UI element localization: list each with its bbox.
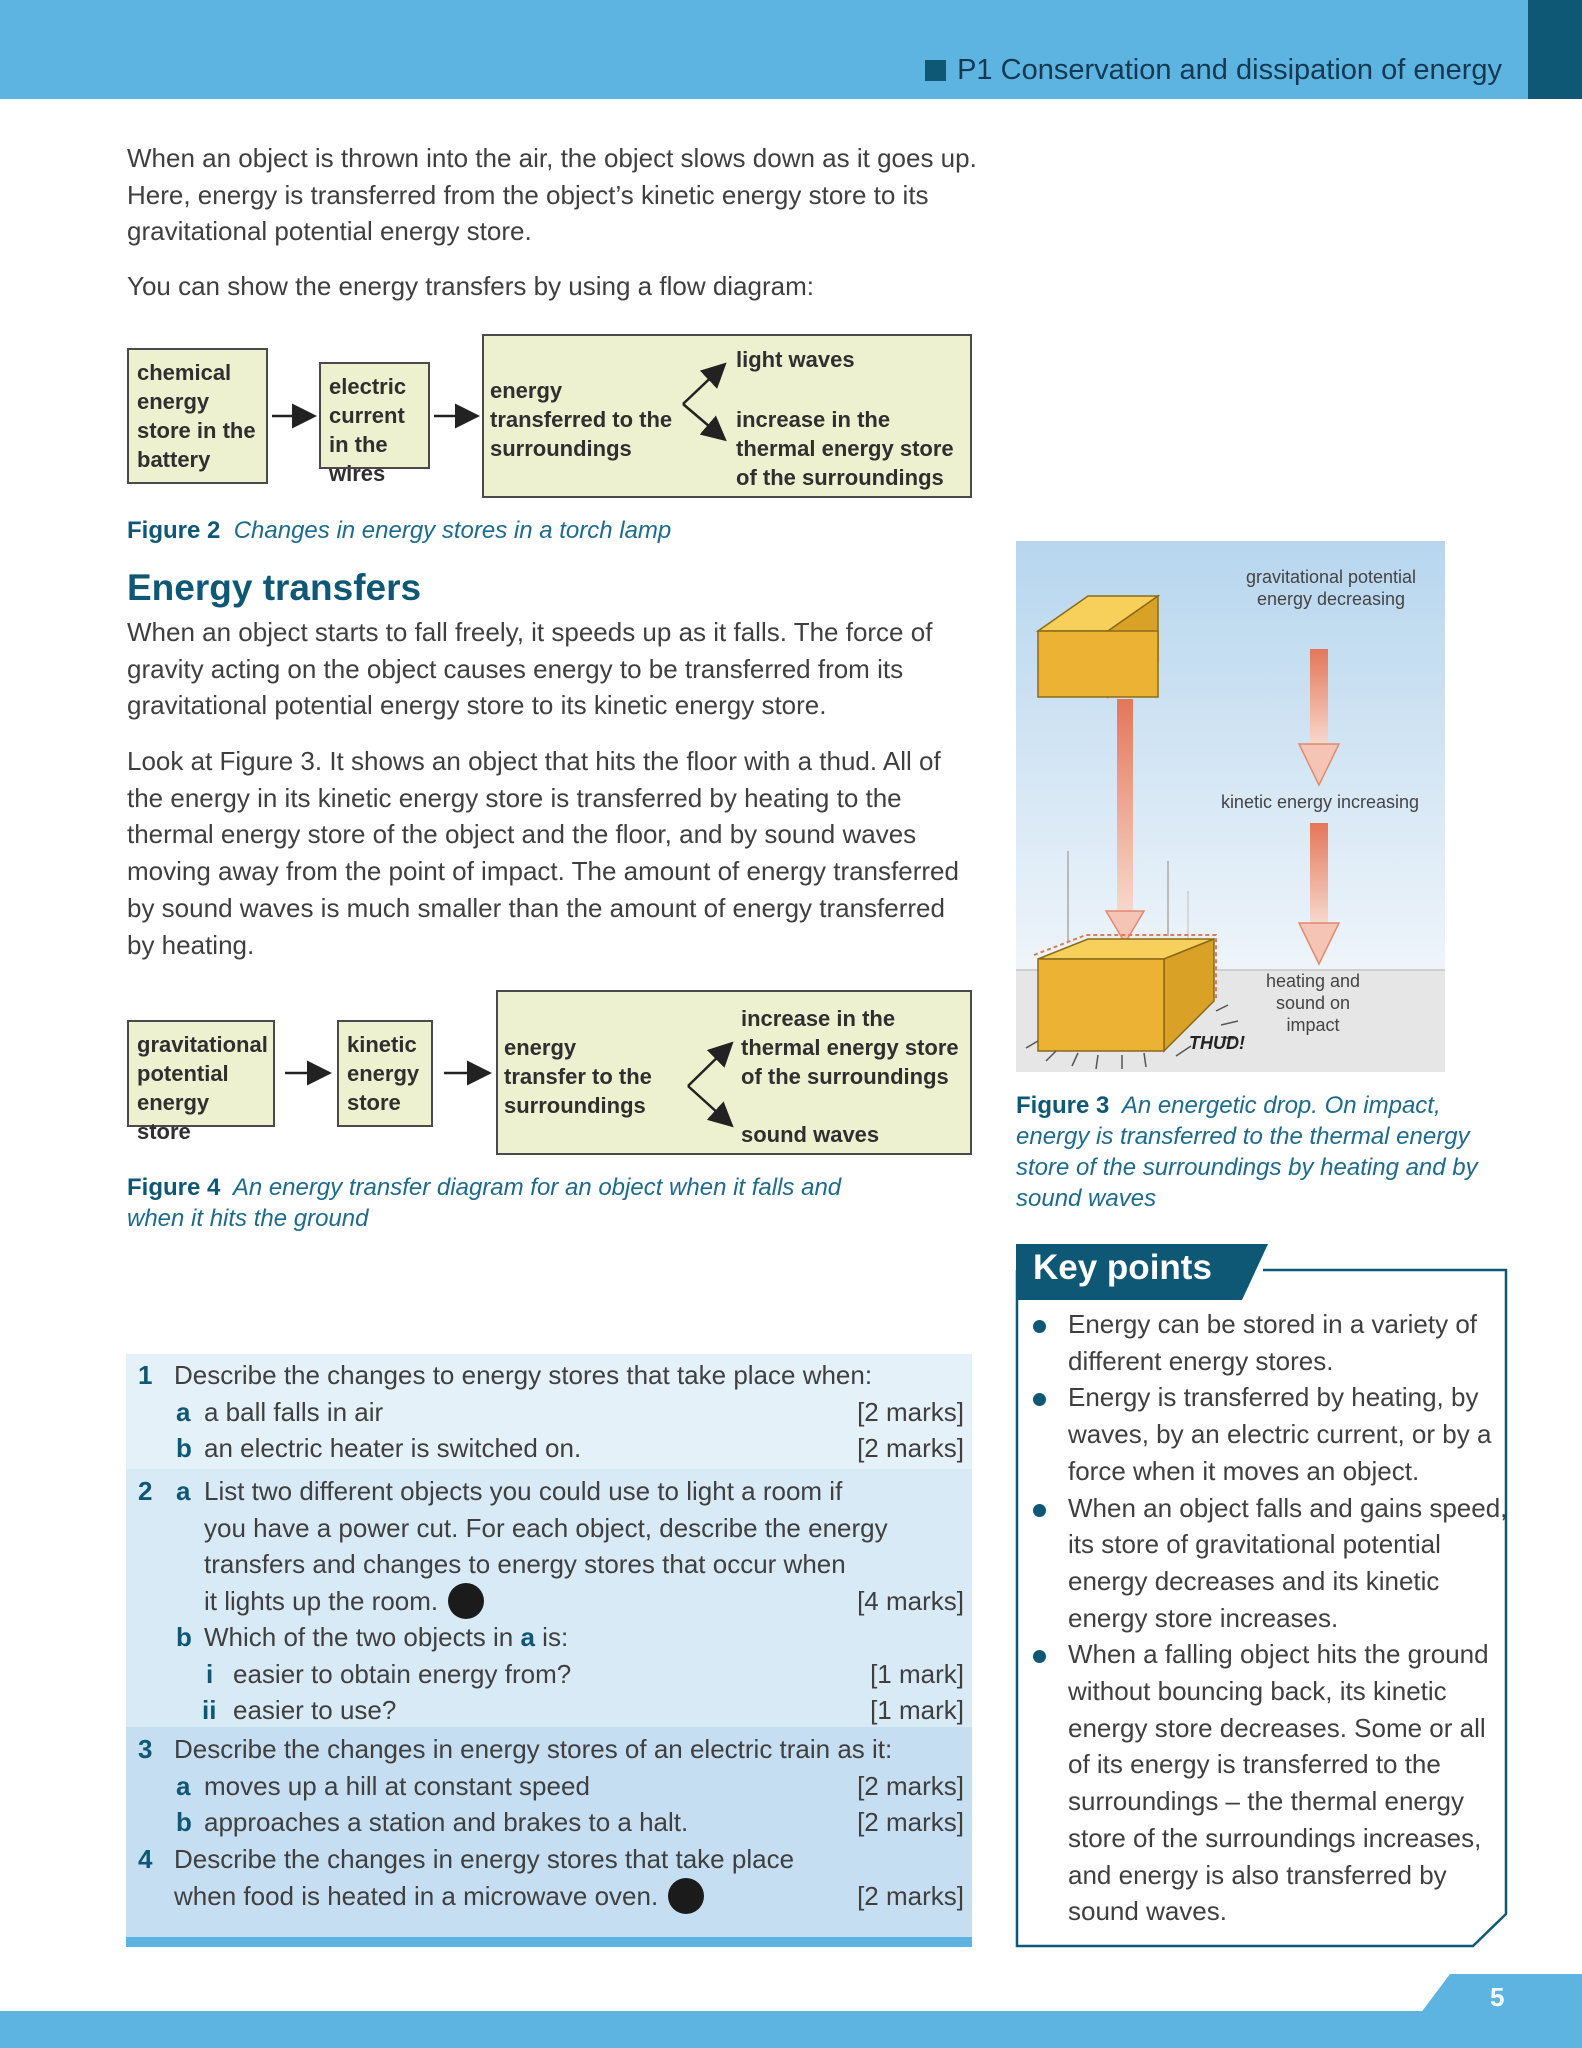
q2a-line-1 [126,1473,972,1509]
q3b-label: b [176,1807,192,1837]
fig3-caption-label: Figure 3 [1016,1092,1110,1119]
fig3-label-ke: kinetic energy increasing [1220,792,1420,812]
q2a-label: a [176,1476,191,1506]
q1a-label: a [176,1397,191,1427]
q2bi [126,1656,972,1692]
q2bi-text: easier to obtain energy from? [233,1659,572,1689]
q1b-text: an electric heater is switched on. [204,1433,582,1463]
bullet-icon [1033,1320,1046,1333]
fig4-box-gpe: gravitational potential energy store [127,1020,275,1127]
key-points-title: Key points [1033,1248,1212,1287]
q1 [126,1357,972,1393]
q2b-text-pre: Which of the two objects in [204,1622,521,1652]
q2a-text-4: it lights up the room. [204,1586,439,1616]
fig4-arrow-down [688,1086,730,1124]
fig2-box-chemical: chemical energy store in the battery [127,348,268,484]
key-point-item [1030,1490,1510,1637]
q2a-text-1: List two different objects you could use to light a room if [204,1476,843,1506]
q4-line-2 [126,1878,972,1914]
fig3-block-top [1038,631,1158,697]
footer-bar [0,2011,1582,2048]
fig2-surroundings-text: energy transferred to the surroundings [490,378,673,461]
key-point-text: Energy is transferred by heating, by waves, by an electric current, or by a force when it moves an object. [1068,1382,1492,1486]
key-point-text: Energy can be stored in a variety of different energy stores. [1068,1309,1478,1376]
key-point-text: When a falling object hits the ground without bouncing back, its kinetic energy store decreases. Some or all of its energy is transferred to the surroundings – the thermal energy store of the surroundings increases, and energy is also transferred by sound waves. [1068,1639,1489,1927]
pencil-icon [668,1878,704,1914]
q2a-line-4 [126,1583,972,1619]
q4-marks: [2 marks] [857,1881,964,1911]
fig3-block-bottom [1038,959,1164,1051]
q2b-text-post: is: [534,1622,569,1652]
fig3-caption-text: An energetic drop. On impact, energy is transferred to the thermal energy store of the surroundings by heating and by sound waves [1016,1092,1478,1212]
q1b-label: b [176,1433,192,1463]
fig4-output-thermal: increase in the thermal energy store of the surroundings [741,1006,959,1089]
q2a-marks: [4 marks] [857,1586,964,1616]
bullet-icon [1033,1393,1046,1406]
fig4-caption-label: Figure 4 [127,1174,221,1201]
fig3-label-gpe: gravitational potential energy decreasing [1245,567,1417,609]
q1b-marks: [2 marks] [857,1433,964,1463]
q4-text-2: when food is heated in a microwave oven. [174,1881,659,1911]
chapter-title-text: P1 Conservation and dissipation of energy [957,54,1502,86]
q3b-text: approaches a station and brakes to a halt. [204,1807,689,1837]
fig2-arrow-down [683,404,723,438]
key-point-text: When an object falls and gains speed, its store of gravitational potential energy decreases and its kinetic energy store increases. [1068,1492,1508,1633]
q2a-text-2: you have a power cut. For each object, describe the energy [204,1513,888,1543]
key-point-item [1030,1636,1510,1930]
fig3-gpe-arrow [1310,649,1328,744]
q1a-text: a ball falls in air [204,1397,384,1427]
fig4-caption-text: An energy transfer diagram for an object when it falls and when it hits the ground [127,1174,842,1232]
q4-line-1 [126,1841,972,1877]
fig2-arrow-up [683,366,723,404]
fig2-output-light: light waves [736,347,855,372]
key-point-item [1030,1379,1510,1489]
section-heading: Energy transfers [127,567,422,608]
q2a-text-3: transfers and changes to energy stores that occur when [204,1549,846,1579]
q1a [126,1394,972,1430]
fig3-fall-arrow [1117,699,1133,911]
fig4-surroundings-text: energy transfer to the surroundings [504,1035,652,1118]
q3-number: 3 [138,1734,153,1764]
page-number: 5 [1490,1982,1505,2012]
fig3-label-thud: THUD! [1189,1033,1245,1053]
intro-paragraph: When an object is thrown into the air, the object slows down as it goes up. Here, energy is transferred from the object’s kinetic energy store to its gravitational potential energy store. [127,143,977,247]
q3 [126,1731,972,1767]
q2bii [126,1692,972,1728]
fig2-caption-label: Figure 2 [127,517,221,544]
q2a-line-2 [126,1510,972,1546]
fig4-box-kinetic: kinetic energy store [337,1020,433,1127]
chapter-title [925,54,1502,87]
fig3-illustration [1016,541,1445,1072]
fig2-output-thermal: increase in the thermal energy store of the surroundings [736,407,954,490]
q3b [126,1804,972,1840]
q2b [126,1619,972,1655]
q2b-label: b [176,1622,192,1652]
fig4-output-sound: sound waves [741,1122,880,1147]
q1b [126,1430,972,1466]
q3b-marks: [2 marks] [857,1807,964,1837]
fig3-label-heat: heating and sound on impact [1265,971,1361,1035]
q2bii-marks: [1 mark] [870,1695,964,1725]
q2bii-text: easier to use? [233,1695,397,1725]
q1a-marks: [2 marks] [857,1397,964,1427]
q3a-label: a [176,1771,191,1801]
key-points-list [1030,1306,1510,1930]
fig2-caption-text: Changes in energy stores in a torch lamp [233,517,672,544]
pencil-icon [448,1583,484,1619]
fig4-arrow-up [688,1045,730,1086]
fig2-caption [127,515,671,546]
fig2-box-electric: electric current in the wires [319,362,430,469]
q1-number: 1 [138,1360,153,1390]
header-accent [1528,0,1582,99]
questions-bottom-rule [126,1937,972,1947]
q3a-marks: [2 marks] [857,1771,964,1801]
questions-panel [126,1354,972,1947]
fig2-arrows [0,0,1000,520]
fig3-caption [1016,1090,1516,1214]
section-paragraph-2: Look at Figure 3. It shows an object that hits the floor with a thud. All of the energy in its kinetic energy store is transferred by heating to the thermal energy store of the object and the floor, and by sound waves moving away from the point of impact. The amount of energy transferred by sound waves is much smaller than the amount of energy transferred by heating. [127,746,959,960]
intro-flow-sentence: You can show the energy transfers by using a flow diagram: [127,271,814,301]
q2-number: 2 [138,1476,153,1506]
q4-text-1: Describe the changes in energy stores that take place [174,1844,795,1874]
q3a [126,1768,972,1804]
q2bii-label: ii [202,1695,217,1725]
q3-text: Describe the changes in energy stores of an electric train as it: [174,1734,893,1764]
q3a-text: moves up a hill at constant speed [204,1771,590,1801]
bullet-icon [1033,1650,1046,1663]
q2a-line-3 [126,1546,972,1582]
section-paragraph-1: When an object starts to fall freely, it speeds up as it falls. The force of gravity acting on the object causes energy to be transferred from its gravitational potential energy store to its kinetic energy store. [127,617,933,721]
q1-text: Describe the changes to energy stores that take place when: [174,1360,873,1390]
bullet-icon [1033,1504,1046,1517]
q4-number: 4 [138,1844,153,1874]
fig4-arrows [0,960,1000,1180]
fig3-ke-arrow [1310,823,1328,923]
q2b-ref: a [520,1622,535,1652]
q2bi-marks: [1 mark] [870,1659,964,1689]
q2bi-label: i [206,1659,214,1689]
fig4-caption [127,1172,887,1234]
key-point-item [1030,1306,1510,1379]
